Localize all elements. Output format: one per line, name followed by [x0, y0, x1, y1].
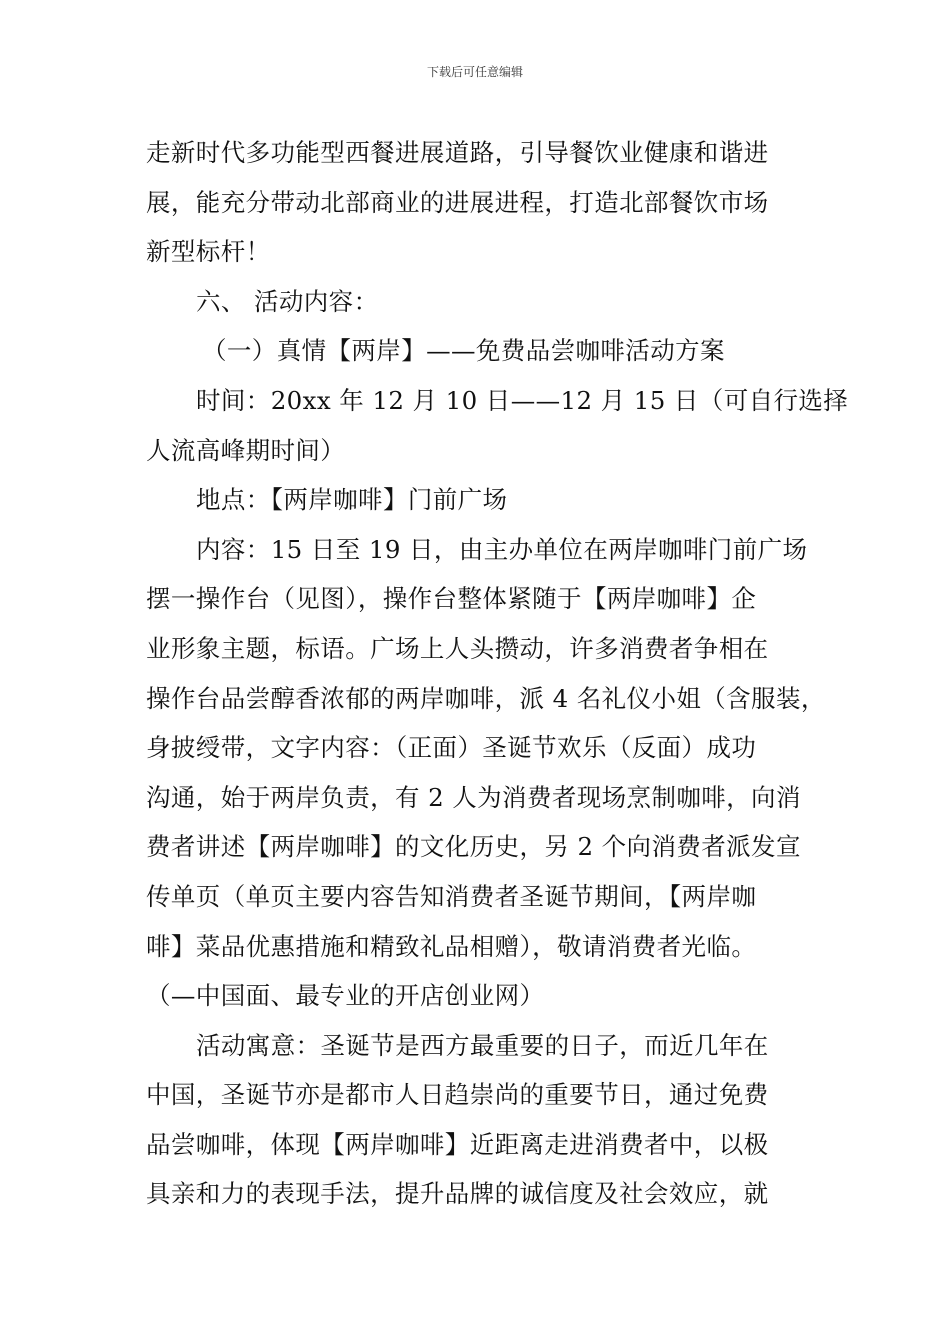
paragraph-line: 摆一操作台（见图），操作台整体紧随于【两岸咖啡】企: [146, 584, 757, 614]
paragraph-line: 传单页（单页主要内容告知消费者圣诞节期间，【两岸咖: [146, 881, 757, 911]
section-heading: 六、 活动内容：: [196, 286, 379, 316]
paragraph-line: 走新时代多功能型西餐进展道路，引导餐饮业健康和谐进: [146, 138, 769, 167]
paragraph-line: 身披绶带，文字内容：（正面）圣诞节欢乐（反面）成功: [146, 733, 757, 763]
paragraph-line: 人流高峰期时间）: [146, 435, 346, 465]
paragraph-line: 品尝咖啡，体现【两岸咖啡】近距离走进消费者中，以极: [146, 1129, 769, 1159]
paragraph-line: 地点：【两岸咖啡】门前广场: [196, 485, 508, 515]
paragraph-line: 活动寓意：圣诞节是西方最重要的日子，而近几年在: [196, 1030, 769, 1060]
paragraph-line: 中国，圣诞节亦是都市人日趋崇尚的重要节日，通过免费: [146, 1080, 769, 1110]
paragraph-line: 时间：20xx 年 12 月 10 日——12 月 15 日（可自行选择: [196, 385, 849, 415]
paragraph-line: 费者讲述【两岸咖啡】的文化历史，另 2 个向消费者派发宣: [146, 832, 801, 862]
paragraph-line: （—中国面、最专业的开店创业网）: [146, 981, 545, 1011]
document-body: [146, 128, 849, 1219]
page-header-note: 下载后可任意编辑: [426, 65, 523, 79]
paragraph-line: 展，能充分带动北部商业的进展进程，打造北部餐饮市场: [146, 187, 769, 217]
paragraph-line: 沟通，始于两岸负责，有 2 人为消费者现场烹制咖啡，向消: [146, 782, 801, 812]
paragraph-line: 内容：15 日至 19 日，由主办单位在两岸咖啡门前广场: [196, 534, 808, 564]
paragraph-line: 具亲和力的表现手法，提升品牌的诚信度及社会效应，就: [146, 1179, 769, 1209]
subsection-heading: （一）真情【两岸】——免费品尝咖啡活动方案: [202, 336, 725, 366]
paragraph-line: 业形象主题，标语。广场上人头攒动，许多消费者争相在: [146, 633, 769, 663]
paragraph-line: 操作台品尝醇香浓郁的两岸咖啡，派 4 名礼仪小姐（含服装，: [146, 683, 826, 713]
paragraph-line: 新型标杆！: [146, 237, 271, 267]
paragraph-line: 啡】菜品优惠措施和精致礼品相赠），敬请消费者光临。: [146, 931, 757, 961]
